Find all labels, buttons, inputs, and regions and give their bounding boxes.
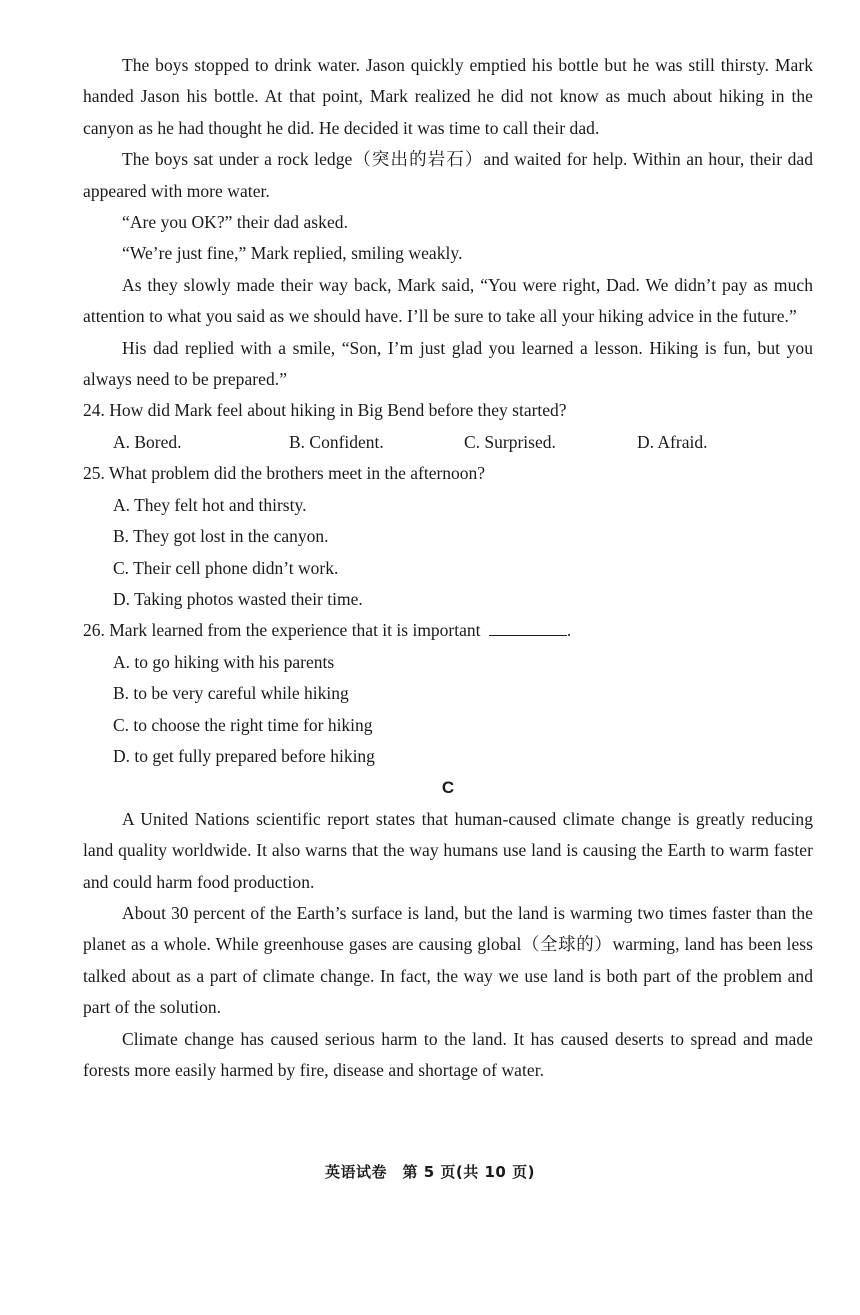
answer-blank — [489, 619, 567, 636]
option-a: A. They felt hot and thirsty. — [113, 494, 307, 515]
question-25 — [83, 458, 813, 615]
option-a: A. to go hiking with his parents — [113, 651, 335, 672]
option-c: C. Surprised. — [464, 431, 556, 452]
page-footer: 英语试卷 第 5 页(共 10 页) — [325, 1163, 535, 1181]
paragraph: Climate change has caused serious harm to the land. It has caused deserts to spread and made forests more easily harmed by fire, disease and shortage of water. — [83, 1028, 813, 1080]
question-24 — [83, 395, 813, 458]
paragraph: About 30 percent of the Earth’s surface is land, but the land is warming two times faster than the planet as a whole. While greenhouse gases are causing global（全球的）warming, land has been less talked about as a part of climate change. In fact, the way we use land is both part of the problem and part of the solution. — [83, 902, 813, 1018]
section-title: C — [441, 778, 455, 798]
option-d: D. to get fully prepared before hiking — [113, 745, 375, 766]
question-26 — [83, 615, 813, 772]
paragraph: “We’re just fine,” Mark replied, smiling weakly. — [122, 243, 463, 264]
option-c: C. to choose the right time for hiking — [113, 714, 373, 735]
exam-page — [83, 50, 813, 1086]
paragraph: The boys sat under a rock ledge（突出的岩石）and waited for help. Within an hour, their dad appeared with more water. — [83, 149, 813, 201]
option-d: D. Afraid. — [637, 431, 708, 452]
question-stem: 26. Mark learned from the experience that it is important — [83, 620, 481, 641]
question-stem-line — [83, 615, 813, 646]
option-b: B. They got lost in the canyon. — [113, 526, 329, 547]
option-c: C. Their cell phone didn’t work. — [113, 557, 339, 578]
option-b: B. Confident. — [289, 431, 384, 452]
paragraph: The boys stopped to drink water. Jason quickly emptied his bottle but he was still thirsty. Mark handed Jason his bottle. At that point, Mark realized he did not know as much about hiking in the canyon as he had thought he did. He decided it was time to call their dad. — [83, 55, 813, 138]
options-row — [83, 427, 813, 458]
option-a: A. Bored. — [113, 431, 182, 452]
option-b: B. to be very careful while hiking — [113, 683, 349, 704]
paragraph: A United Nations scientific report states that human-caused climate change is greatly reducing land quality worldwide. It also warns that the way humans use land is causing the Earth to warm faster and could harm food production. — [83, 808, 813, 892]
paragraph: As they slowly made their way back, Mark said, “You were right, Dad. We didn’t pay as much attention to what you said as we should have. I’ll be sure to take all your hiking advice in the future.” — [83, 274, 813, 327]
paragraph: “Are you OK?” their dad asked. — [122, 212, 348, 233]
question-stem: 24. How did Mark feel about hiking in Big Bend before they started? — [83, 400, 567, 421]
passage-c — [83, 772, 813, 1086]
question-stem: 25. What problem did the brothers meet in the afternoon? — [83, 463, 486, 484]
paragraph: His dad replied with a smile, “Son, I’m just glad you learned a lesson. Hiking is fun, but you always need to be prepared.” — [83, 337, 813, 390]
passage-b — [83, 50, 813, 395]
question-stem-end: . — [566, 620, 572, 641]
option-d: D. Taking photos wasted their time. — [113, 588, 363, 609]
